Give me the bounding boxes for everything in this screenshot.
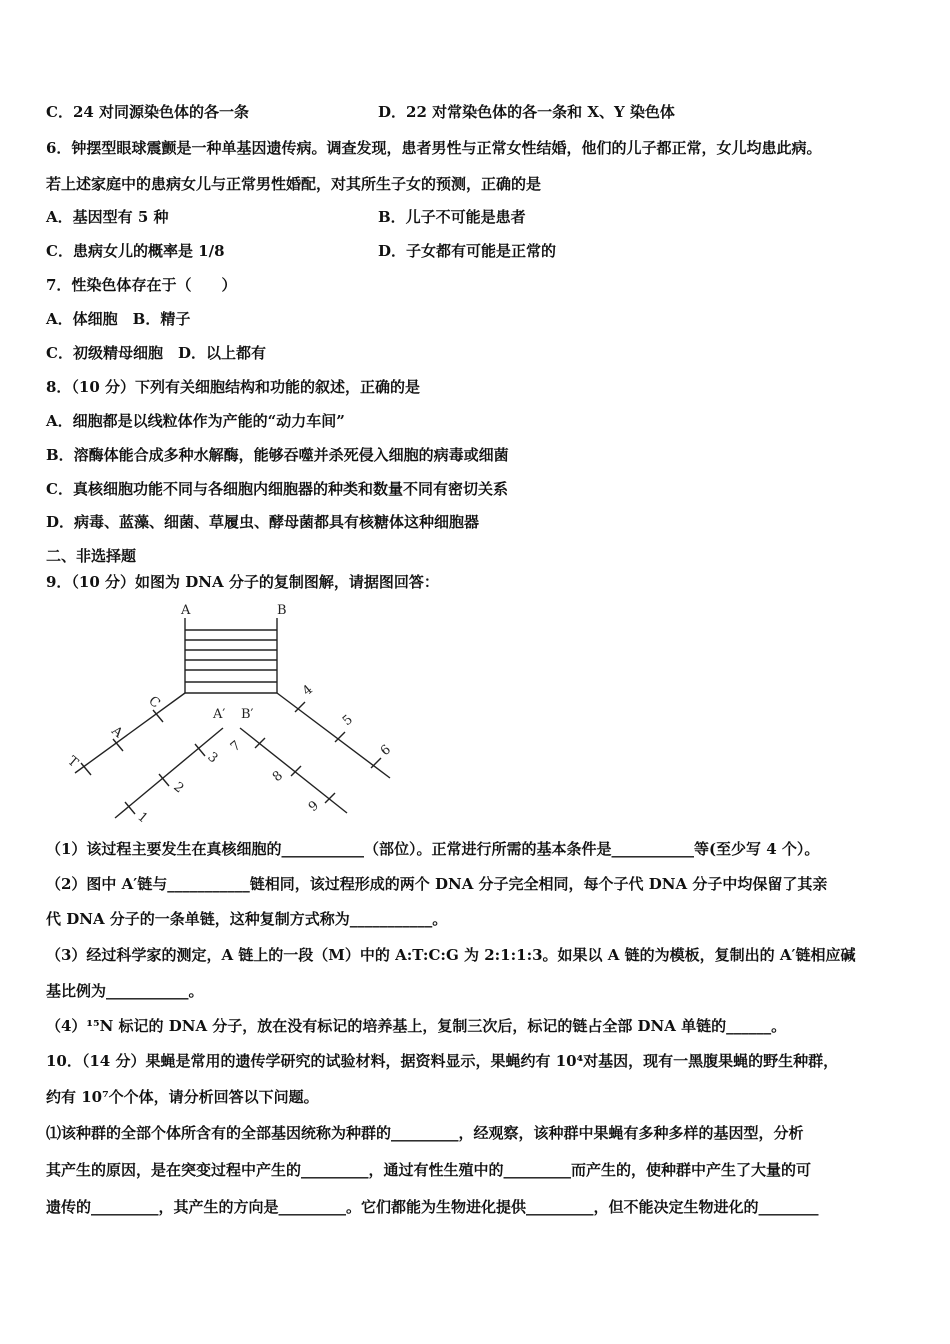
q10-part1-line1: ⑴该种群的全部个体所含有的全部基因统称为种群的_________，经观察，该种群中果蝇有多种多样的基因型，分析 (46, 1124, 804, 1142)
dna-replication-diagram (55, 598, 415, 830)
label-4: 4 (299, 682, 316, 700)
q6-option-d: D．子女都有可能是正常的 (378, 242, 557, 260)
q5-option-c: C．24 对同源染色体的各一条 (46, 103, 250, 121)
q9-part2-line2: 代 DNA 分子的一条单链，这种复制方式称为___________。 (46, 910, 448, 928)
label-a2: A (108, 723, 126, 742)
q10-stem-line2: 约有 10⁷个个体，请分析回答以下问题。 (46, 1088, 319, 1106)
label-5: 5 (339, 712, 356, 730)
label-c: C (145, 693, 163, 712)
q7-options-cd: C．初级精母细胞 D．以上都有 (46, 344, 266, 362)
q8-stem: 8．（10 分）下列有关细胞结构和功能的叙述，正确的是 (46, 378, 421, 396)
q9-part3-line1: （3）经过科学家的测定，A 链上的一段（M）中的 A:T:C:G 为 2:1:1:3。如果以 A 链的为模板，复制出的 A′链相应碱 (46, 946, 856, 964)
q10-stem-line1: 10．（14 分）果蝇是常用的遗传学研究的试验材料，据资料显示，果蝇约有 10⁴对基因，现有一黑腹果蝇的野生种群， (46, 1052, 839, 1070)
label-a-prime: A′ (213, 707, 226, 722)
section-heading: 二、非选择题 (46, 547, 137, 565)
q7-stem: 7．性染色体存在于（ ） (46, 276, 237, 294)
label-2: 2 (170, 779, 187, 797)
q6-stem-line2: 若上述家庭中的患病女儿与正常男性婚配，对其所生子女的预测，正确的是 (46, 175, 542, 193)
label-9: 9 (305, 798, 322, 816)
label-t: T (64, 753, 81, 771)
label-a: A (181, 603, 191, 618)
q6-option-b: B．儿子不可能是患者 (378, 208, 526, 226)
q7-options-ab: A．体细胞 B．精子 (46, 310, 191, 328)
q9-part3-line2: 基比例为___________。 (46, 982, 204, 1000)
q6-stem-line1: 6．钟摆型眼球震颤是一种单基因遗传病。调查发现，患者男性与正常女性结婚，他们的儿子都正常，女儿均患此病。 (46, 139, 822, 157)
label-8: 8 (269, 768, 286, 786)
q9-part2-line1: （2）图中 A′链与___________链相同，该过程形成的两个 DNA 分子完全相同，每个子代 DNA 分子中均保留了其亲 (46, 875, 828, 893)
q10-part1-line3: 遗传的_________，其产生的方向是_________。它们都能为生物进化提供_________，但不能决定生物进化的________ (46, 1198, 819, 1216)
q8-option-d: D．病毒、蓝藻、细菌、草履虫、酵母菌都具有核糖体这种细胞器 (46, 513, 480, 531)
q9-part4: （4）¹⁵N 标记的 DNA 分子，放在没有标记的培养基上，复制三次后，标记的链占全部 DNA 单链的______。 (46, 1017, 787, 1035)
label-b-prime: B′ (241, 707, 254, 722)
label-3: 3 (204, 749, 221, 767)
label-6: 6 (377, 742, 394, 760)
q9-stem: 9．（10 分）如图为 DNA 分子的复制图解，请据图回答： (46, 573, 439, 591)
q10-part1-line2: 其产生的原因，是在突变过程中产生的_________，通过有性生殖中的_________而产生的，使种群中产生了大量的可 (46, 1161, 812, 1179)
q9-part1: （1）该过程主要发生在真核细胞的___________（部位）。正常进行所需的基本条件是___________等(至少写 4 个）。 (46, 840, 820, 858)
q6-option-c: C．患病女儿的概率是 1/8 (46, 242, 225, 260)
q8-option-b: B．溶酶体能合成多种水解酶，能够吞噬并杀死侵入细胞的病毒或细菌 (46, 446, 509, 464)
label-b: B (277, 603, 287, 618)
q8-option-c: C．真核细胞功能不同与各细胞内细胞器的种类和数量不同有密切关系 (46, 480, 508, 498)
q8-option-a: A．细胞都是以线粒体作为产能的“动力车间” (46, 412, 345, 430)
q5-option-d: D．22 对常染色体的各一条和 X、Y 染色体 (378, 103, 675, 121)
q6-option-a: A．基因型有 5 种 (46, 208, 169, 226)
label-1: 1 (134, 809, 151, 827)
label-7: 7 (227, 738, 244, 756)
